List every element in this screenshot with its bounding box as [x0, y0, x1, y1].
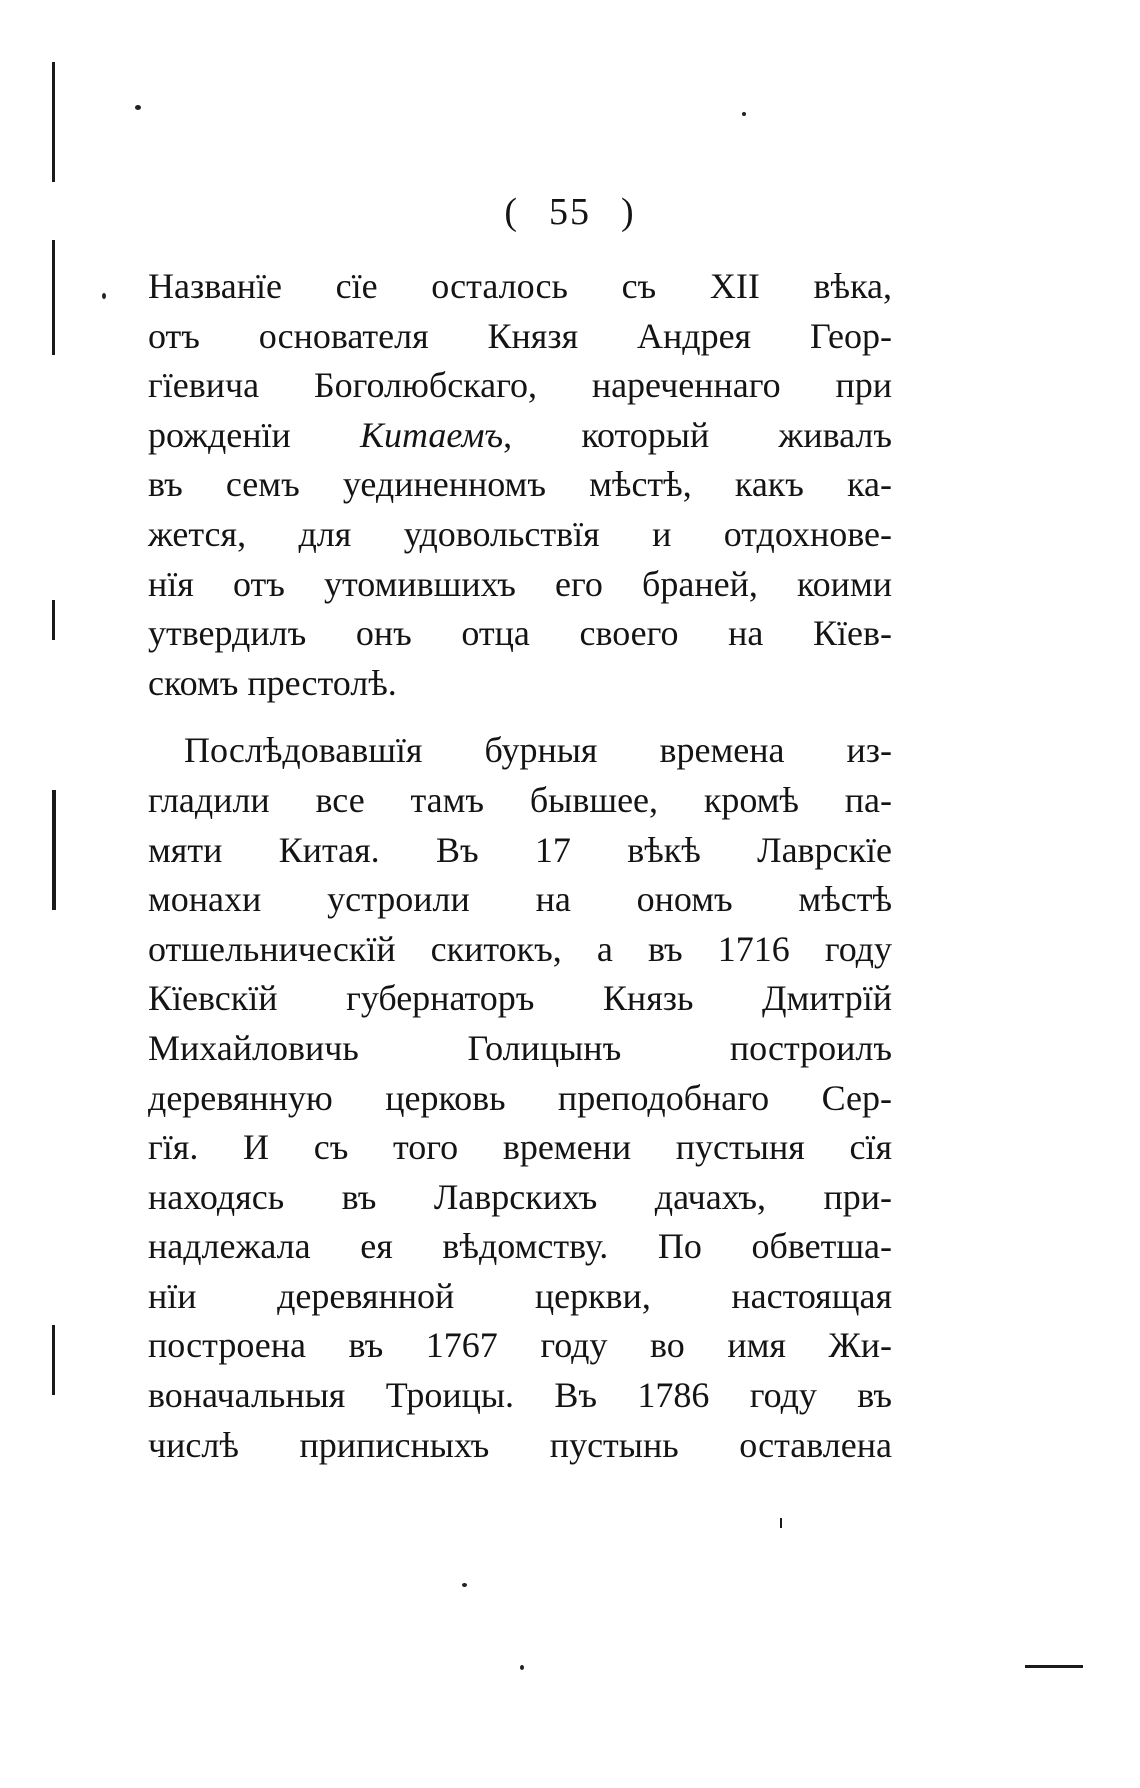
- text-line: въ семъ уединенномъ мѣстѣ, какъ ка-: [148, 464, 892, 505]
- scan-speck: [135, 105, 141, 110]
- text-line: построена въ 1767 году во имя Жи-: [148, 1325, 892, 1366]
- margin-rule-mark: [52, 62, 55, 182]
- paragraph-gap: [148, 708, 892, 726]
- paragraph: [148, 262, 892, 708]
- text-line: Михайловичь Голицынъ построилъ: [148, 1027, 892, 1068]
- text-line: скомъ престолѣ.: [148, 662, 397, 703]
- text-line: мяти Китая. Въ 17 вѣкѣ Лаврскїе: [148, 829, 892, 870]
- text-line: гїя. И съ того времени пустыня сїя: [148, 1127, 892, 1168]
- page-number-close-bracket: ): [621, 191, 636, 233]
- text-line: утвердилъ онъ отца своего на Кїев-: [148, 613, 892, 654]
- text-line: жется, для удовольствїя и отдохнове-: [148, 513, 892, 554]
- margin-rule-mark: [52, 1325, 55, 1395]
- scan-speck: [520, 1665, 524, 1670]
- text-line: [148, 411, 892, 461]
- text-line: Послѣдовавшїя бурныя времена из-: [184, 730, 892, 771]
- scan-speck: [462, 1583, 467, 1587]
- text-line: гладили все тамъ бывшее, кромѣ па-: [148, 779, 892, 820]
- scan-stroke: [1025, 1665, 1083, 1668]
- page-number-open-bracket: (: [504, 191, 519, 233]
- scan-stroke: [780, 1518, 782, 1528]
- text-line: отшельническїй скитокъ, а въ 1716 году: [148, 928, 892, 969]
- text-line: числѣ приписныхъ пустынь оставлена: [148, 1424, 892, 1465]
- margin-rule-mark: [52, 600, 55, 640]
- text-run: рожденїи: [148, 414, 361, 455]
- text-line: нїи деревянной церкви, настоящая: [148, 1275, 892, 1316]
- text-line: нїя отъ утомившихъ его браней, коими: [148, 563, 892, 604]
- text-run: , который живалъ: [503, 414, 892, 455]
- scan-speck: [102, 293, 106, 299]
- italic-name: Китаемъ: [360, 414, 504, 455]
- text-line: монахи устроили на ономъ мѣстѣ: [148, 879, 892, 920]
- text-line: гїевича Боголюбскаго, нареченнаго при: [148, 365, 892, 406]
- text-line: воначальныя Троицы. Въ 1786 году въ: [148, 1375, 892, 1416]
- scan-speck: [742, 112, 746, 116]
- page-number: [0, 190, 1140, 234]
- text-line: надлежала ея вѣдомству. По обветша-: [148, 1226, 892, 1267]
- margin-rule-mark: [52, 790, 56, 910]
- text-line: отъ основателя Князя Андрея Геор-: [148, 315, 892, 356]
- text-line: Названїе сїе осталось съ XII вѣка,: [148, 266, 892, 306]
- margin-rule-mark: [52, 240, 55, 355]
- text-line: находясь въ Лаврскихъ дачахъ, при-: [148, 1176, 892, 1217]
- text-line: деревянную церковь преподобнаго Сер-: [148, 1077, 892, 1118]
- page-number-value: 55: [549, 191, 591, 233]
- body-text: [148, 262, 892, 1470]
- text-line: Кїевскїй губернаторъ Князь Дмитрїй: [148, 978, 892, 1019]
- paragraph: [148, 726, 892, 1470]
